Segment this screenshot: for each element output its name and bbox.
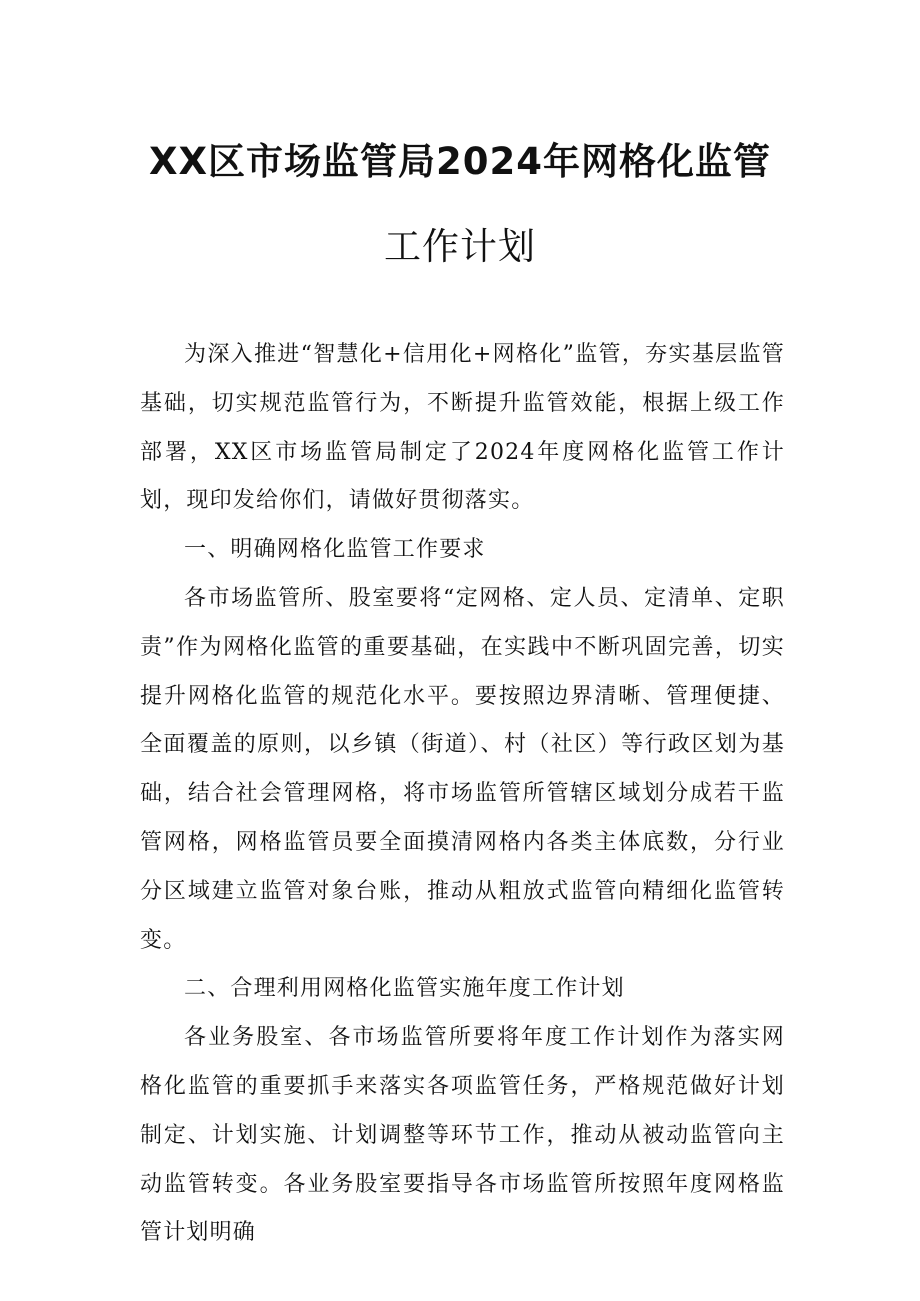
section-heading-1: 一、明确网格化监管工作要求	[184, 537, 486, 563]
section-2-paragraph: 各业务股室、各市场监管所要将年度工作计划作为落实网格化监管的重要抓手来落实各项监管任务，严格规范做好计划制定、计划实施、计划调整等环节工作，推动从被动监管向主动监管转变。各业务股室要指导各市场监管所按照年度网格监管计划明确	[140, 1025, 785, 1246]
section-1-paragraph: 各市场监管所、股室要将“定网格、定人员、定清单、定职责”作为网格化监管的重要基础，在实践中不断巩固完善，切实提升网格化监管的规范化水平。要按照边界清晰、管理便捷、全面覆盖的原则，以乡镇（街道）、村（社区）等行政区划为基础，结合社会管理网格，将市场监管所管辖区域划分成若干监管网格，网格监管员要全面摸清网格内各类主体底数，分行业分区域建立监管对象台账，推动从粗放式监管向精细化监管转变。	[140, 585, 785, 953]
section-heading-2: 二、合理利用网格化监管实施年度工作计划	[184, 976, 625, 1002]
document-title: XX区市场监管局2024年网格化监管	[148, 140, 772, 183]
document-body	[140, 331, 785, 1258]
intro-paragraph: 为深入推进“智慧化+信用化+网格化”监管，夯实基层监管基础，切实规范监管行为，不断提升监管效能，根据上级工作部署，XX区市场监管局制定了2024年度网格化监管工作计划，现印发给你们，请做好贯彻落实。	[140, 342, 785, 514]
document-subtitle: 工作计划	[384, 225, 536, 268]
